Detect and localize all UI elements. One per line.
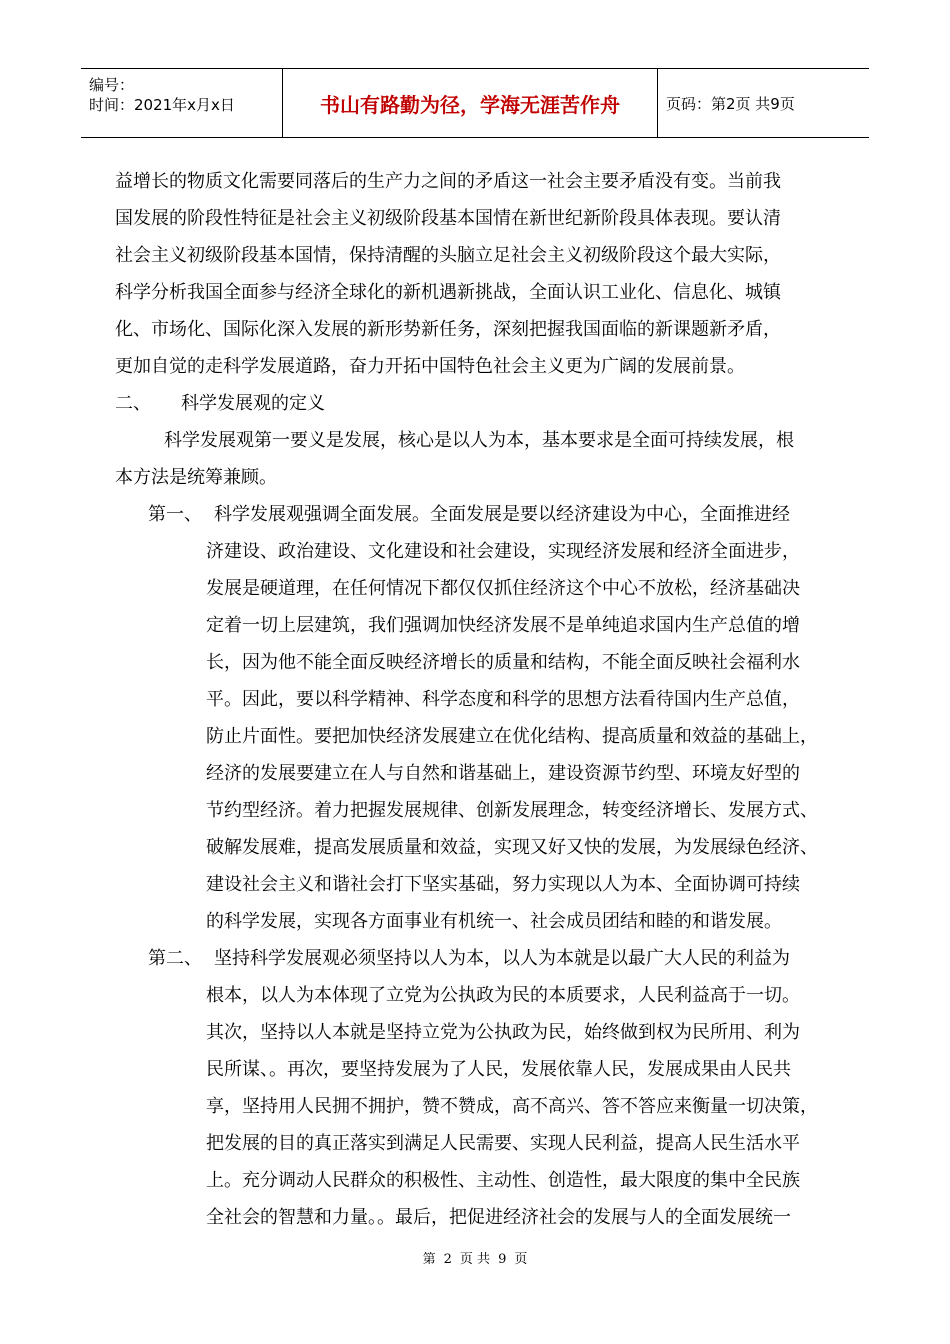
body-line: 科学分析我国全面参与经济全球化的新机遇新挑战，全面认识工业化、信息化、城镇 (115, 282, 781, 303)
body-line: 本方法是统筹兼顾。 (115, 467, 277, 488)
section-title: 科学发展观的定义 (181, 393, 325, 414)
item-number: 第一、 (148, 504, 202, 525)
header-motto: 书山有路勤为径，学海无涯苦作舟 (283, 69, 658, 137)
body-line: 益增长的物质文化需要同落后的生产力之间的矛盾这一社会主要矛盾没有变。当前我 (115, 171, 781, 192)
item-line: 的科学发展，实现各方面事业有机统一、社会成员团结和睦的和谐发展。 (206, 911, 782, 932)
footer-mid: 页 共 (459, 1252, 491, 1267)
item-line: 定着一切上层建筑，我们强调加快经济发展不是单纯追求国内生产总值的增 (206, 615, 800, 636)
footer-page-number: 2 (443, 1252, 452, 1267)
body-line: 国发展的阶段性特征是社会主义初级阶段基本国情在新世纪新阶段具体表现。要认清 (115, 208, 781, 229)
page-header (81, 68, 869, 138)
item-line: 建设社会主义和谐社会打下坚实基础，努力实现以人为本、全面协调可持续 (206, 874, 800, 895)
item-line: 全社会的智慧和力量。。最后，把促进经济社会的发展与人的全面发展统一 (206, 1207, 791, 1228)
page-footer (0, 1248, 950, 1267)
item-line: 享，坚持用人民拥不拥护，赞不赞成，高不高兴、答不答应来衡量一切决策， (206, 1096, 818, 1117)
document-number-label: 编号： (89, 76, 135, 94)
item-line: 坚持科学发展观必须坚持以人为本，以人为本就是以最广大人民的利益为 (214, 948, 790, 969)
item-line: 防止片面性。要把加快经济发展建立在优化结构、提高质量和效益的基础上， (206, 726, 818, 747)
item-line: 科学发展观强调全面发展。全面发展是要以经济建设为中心，全面推进经 (214, 504, 790, 525)
footer-total-pages: 9 (498, 1252, 507, 1267)
item-line: 把发展的目的真正落实到满足人民需要、实现人民利益，提高人民生活水平 (206, 1133, 800, 1154)
item-line: 其次，坚持以人本就是坚持立党为公执政为民，始终做到权为民所用、利为 (206, 1022, 800, 1043)
item-line: 济建设、政治建设、文化建设和社会建设，实现经济发展和经济全面进步， (206, 541, 800, 562)
header-page-info: 页码：第2页 共9页 (666, 94, 795, 113)
item-line: 平。因此，要以科学精神、科学态度和科学的思想方法看待国内生产总值， (206, 689, 800, 710)
footer-suffix: 页 (514, 1252, 528, 1267)
header-left-cell (81, 69, 283, 137)
item-line: 节约型经济。着力把握发展规律、创新发展理念，转变经济增长、发展方式、 (206, 800, 818, 821)
body-line: 社会主义初级阶段基本国情，保持清醒的头脑立足社会主义初级阶段这个最大实际， (115, 245, 781, 266)
item-line: 破解发展难，提高发展质量和效益，实现又好又快的发展，为发展绿色经济、 (206, 837, 818, 858)
item-line: 根本，以人为本体现了立党为公执政为民的本质要求，人民利益高于一切。 (206, 985, 800, 1006)
item-line: 长，因为他不能全面反映经济增长的质量和结构，不能全面反映社会福利水 (206, 652, 800, 673)
body-line: 科学发展观第一要义是发展，核心是以人为本，基本要求是全面可持续发展，根 (164, 430, 794, 451)
item-line: 民所谋、。再次，要坚持发展为了人民，发展依靠人民，发展成果由人民共 (206, 1059, 791, 1080)
item-number: 第二、 (148, 948, 202, 969)
item-line: 经济的发展要建立在人与自然和谐基础上，建设资源节约型、环境友好型的 (206, 763, 800, 784)
item-line: 发展是硬道理，在任何情况下都仅仅抓住经济这个中心不放松，经济基础决 (206, 578, 800, 599)
body-line: 更加自觉的走科学发展道路，奋力开拓中国特色社会主义更为广阔的发展前景。 (115, 356, 745, 377)
document-time-label: 时间：2021年x月x日 (89, 96, 235, 114)
footer-prefix: 第 (422, 1252, 436, 1267)
item-line: 上。充分调动人民群众的积极性、主动性、创造性，最大限度的集中全民族 (206, 1170, 800, 1191)
body-line: 化、市场化、国际化深入发展的新形势新任务，深刻把握我国面临的新课题新矛盾， (115, 319, 781, 340)
section-number: 二、 (115, 393, 151, 414)
